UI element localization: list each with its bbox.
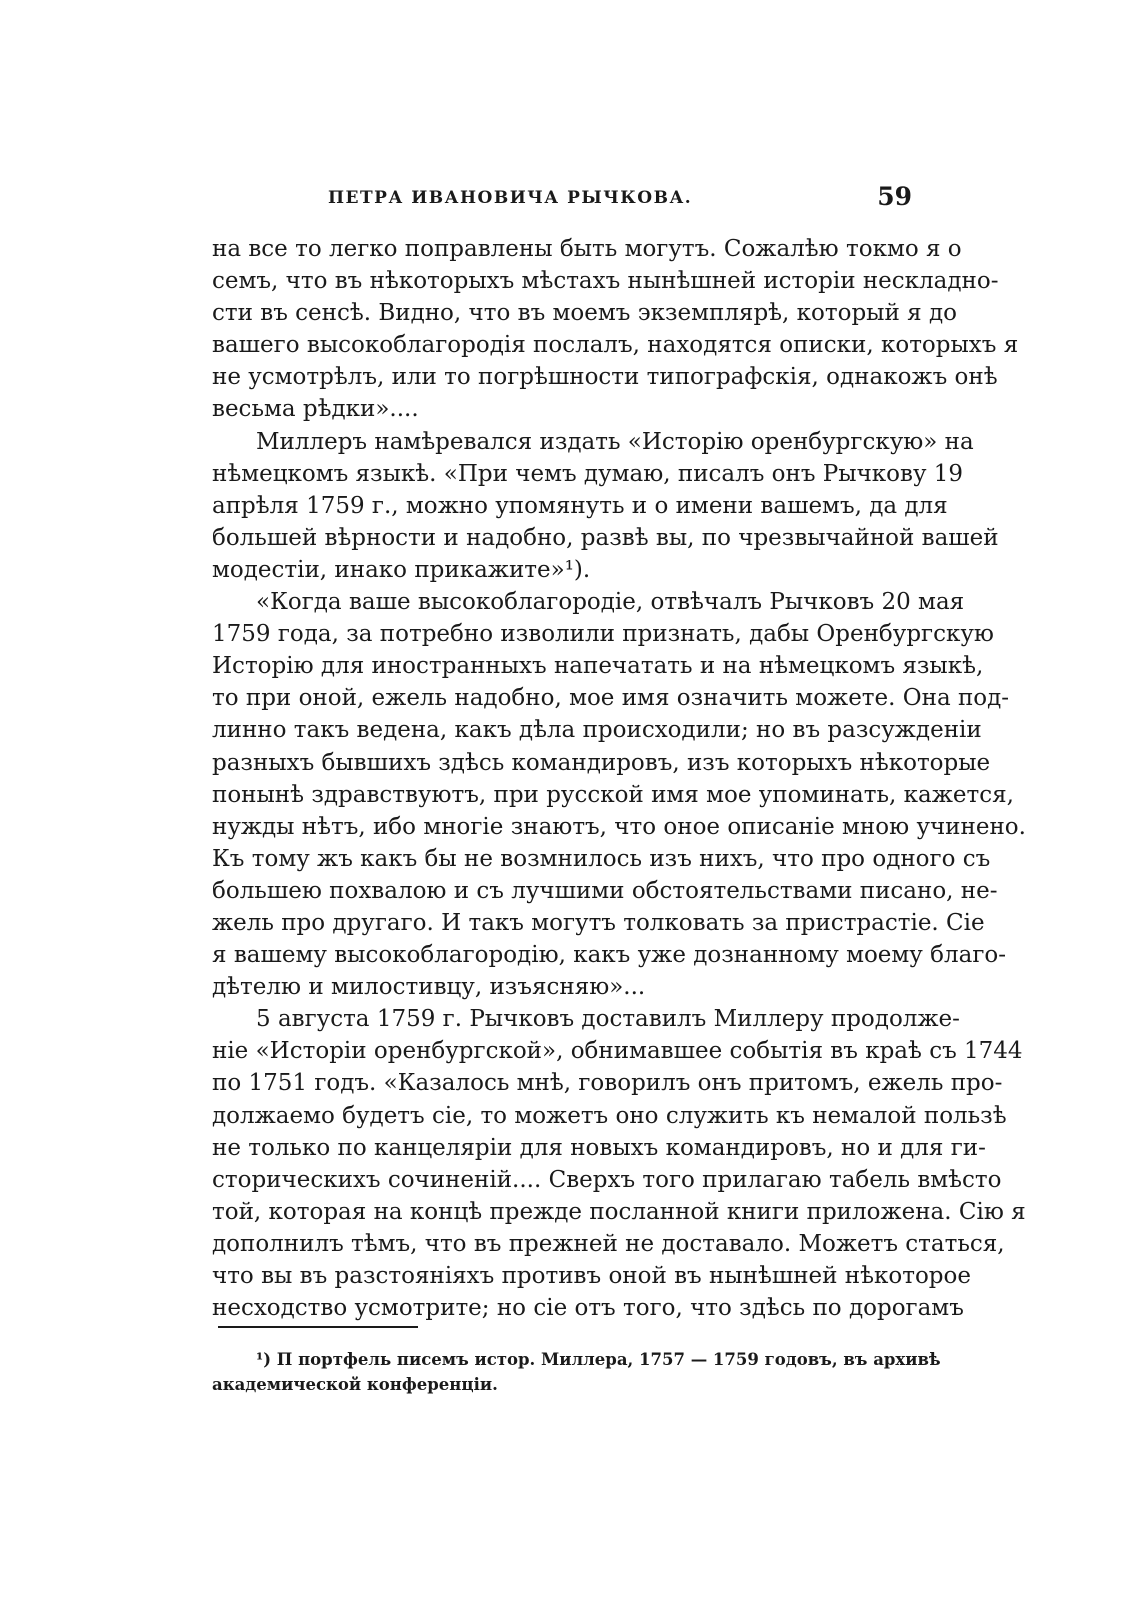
text-line: большею похвалою и съ лучшими обстоятельствами писано, не- <box>212 877 998 904</box>
text-line: вашего высокоблагородія послалъ, находятся описки, которыхъ я <box>212 332 1019 359</box>
footnote-line: академической конференціи. <box>212 1375 498 1394</box>
text-line: той, которая на концѣ прежде посланной книги приложена. Сію я <box>212 1198 1026 1225</box>
text-line: несходство усмотрите; но сіе отъ того, что здѣсь по дорогамъ <box>212 1295 964 1322</box>
text-line: Миллеръ намѣревался издать «Исторію оренбургскую» на <box>256 428 974 455</box>
text-line: по 1751 годъ. «Казалось мнѣ, говорилъ онъ притомъ, ежель про- <box>212 1070 1003 1097</box>
text-line: 1759 года, за потребно изволили признать, дабы Оренбургскую <box>212 621 994 648</box>
text-line: жель про другаго. И такъ могутъ толковать за пристрастіе. Сіе <box>212 909 985 936</box>
text-line: то при оной, ежель надобно, мое имя означить можете. Она под- <box>212 685 1010 712</box>
text-line: не усмотрѣлъ, или то погрѣшности типографскія, однакожъ онѣ <box>212 364 998 391</box>
page-header <box>212 182 912 218</box>
running-title: ПЕТРА ИВАНОВИЧА РЫЧКОВА. <box>328 188 693 208</box>
footnote-line: ¹) П портфель писемъ истор. Миллера, 1757 — 1759 годовъ, въ архивѣ <box>256 1350 941 1369</box>
text-line: дѣтелю и милостивцу, изъясняю»... <box>212 974 646 1001</box>
text-line: ніе «Исторіи оренбургской», обнимавшее событія въ краѣ съ 1744 <box>212 1038 1023 1065</box>
text-line: понынѣ здравствуютъ, при русской имя мое упоминать, кажется, <box>212 781 1014 808</box>
text-line: что вы въ разстояніяхъ противъ оной въ нынѣшней нѣкоторое <box>212 1263 971 1289</box>
text-line: модестіи, инако прикажите»¹). <box>212 556 591 583</box>
footnote-divider <box>218 1326 418 1328</box>
text-line: «Когда ваше высокоблагородіе, отвѣчалъ Рычковъ 20 мая <box>256 589 965 616</box>
text-line: разныхъ бывшихъ здѣсь командировъ, изъ которыхъ нѣкоторые <box>212 749 991 776</box>
text-line: 5 августа 1759 г. Рычковъ доставилъ Миллеру продолже- <box>256 1006 960 1033</box>
text-line: не только по канцеляріи для новыхъ командировъ, но и для ги- <box>212 1134 986 1161</box>
text-line: нужды нѣтъ, ибо многіе знаютъ, что оное описаніе мною учинено. <box>212 813 1026 840</box>
text-line: большей вѣрности и надобно, развѣ вы, по чрезвычайной вашей <box>212 524 999 551</box>
page-number: 59 <box>877 182 912 211</box>
footnote <box>212 1347 941 1397</box>
text-line: нѣмецкомъ языкѣ. «При чемъ думаю, писалъ онъ Рычкову 19 <box>212 460 964 487</box>
text-line: апрѣля 1759 г., можно упомянуть и о имени вашемъ, да для <box>212 492 948 519</box>
body-text <box>212 233 1026 1324</box>
text-line: семъ, что въ нѣкоторыхъ мѣстахъ нынѣшней исторіи нескладно- <box>212 268 999 295</box>
text-line: сти въ сенсѣ. Видно, что въ моемъ экземплярѣ, который я до <box>212 300 957 327</box>
text-line: весьма рѣдки».... <box>212 396 419 423</box>
text-line: Исторію для иностранныхъ напечатать и на нѣмецкомъ языкѣ, <box>212 653 984 680</box>
text-line: сторическихъ сочиненій.... Сверхъ того прилагаю табель вмѣсто <box>212 1166 1002 1193</box>
text-line: Къ тому жъ какъ бы не возмнилось изъ нихъ, что про одного съ <box>212 845 991 872</box>
text-line: на все то легко поправлены быть могутъ. Сожалѣю токмо я о <box>212 236 962 262</box>
text-line: должаемо будетъ сіе, то можетъ оно служить къ немалой пользѣ <box>212 1102 1007 1129</box>
text-line: линно такъ ведена, какъ дѣла происходили; но въ разсужденіи <box>212 717 982 744</box>
text-line: я вашему высокоблагородію, какъ уже дознанному моему благо- <box>212 942 1006 969</box>
text-line: дополнилъ тѣмъ, что въ прежней не доставало. Можетъ статься, <box>212 1230 1005 1257</box>
